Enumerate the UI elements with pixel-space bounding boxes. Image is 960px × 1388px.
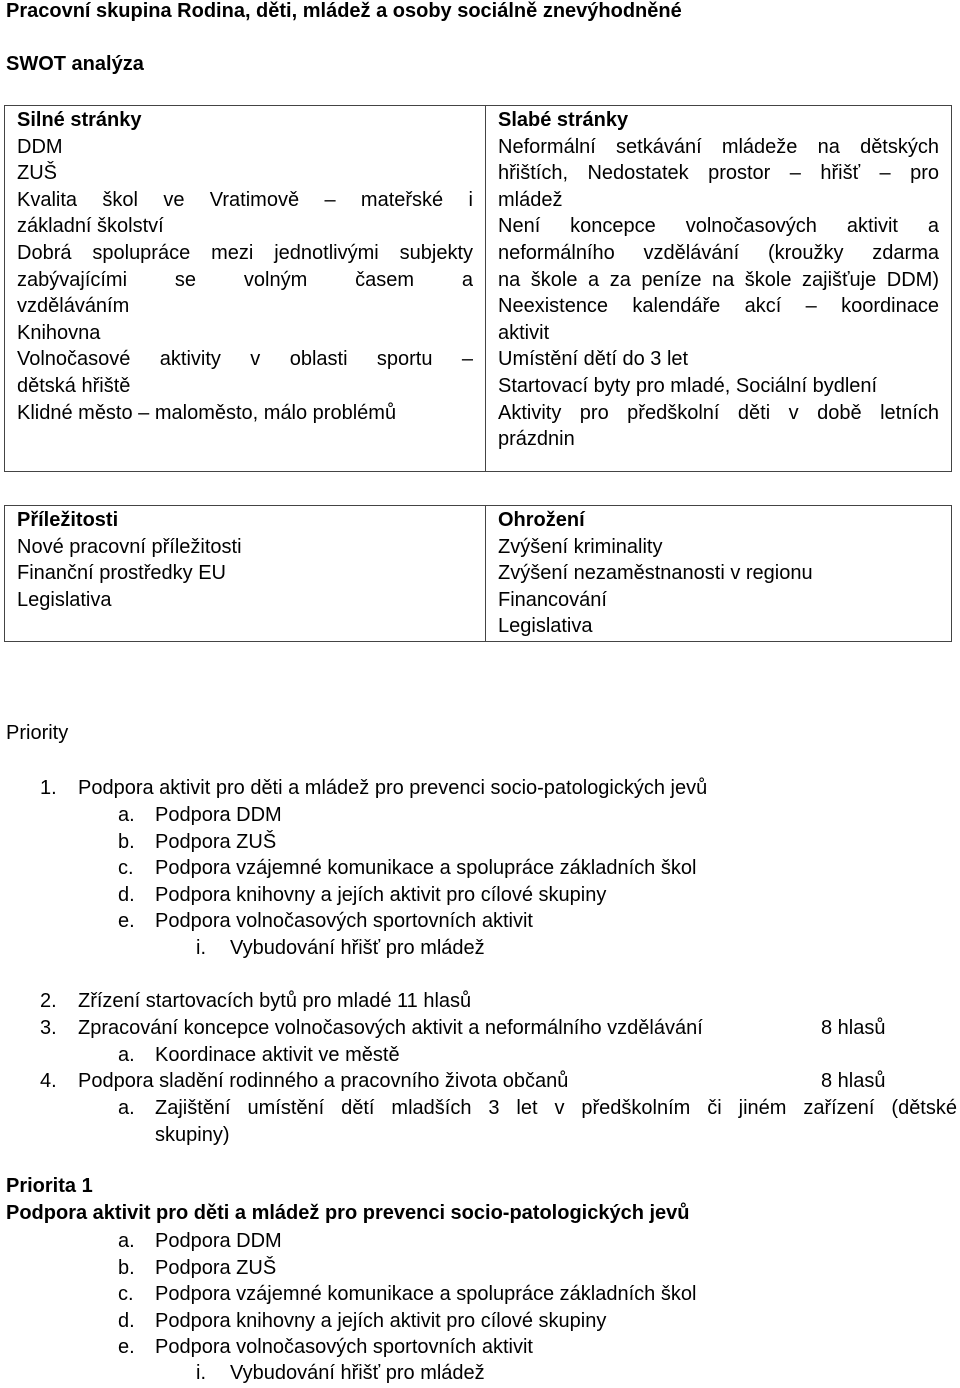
weaknesses-line: Neexistence kalendáře akcí – koordinace: [498, 295, 939, 318]
weaknesses-line: Umístění dětí do 3 let: [498, 348, 689, 371]
subsubitem-text: Vybudování hřišť pro mládež: [230, 1362, 485, 1384]
subitem-text: Podpora volnočasových sportovních aktivit: [155, 910, 533, 932]
priority-number: 1.: [40, 777, 57, 799]
strengths-line: dětská hřiště: [17, 374, 131, 397]
weaknesses-title: Slabé stránky: [498, 109, 629, 131]
subitem-text: Podpora knihovny a jejích aktivit pro cílové skupiny: [155, 1310, 607, 1332]
strengths-line: Dobrá spolupráce mezi jednotlivými subjekty: [17, 241, 473, 264]
subitem-text: Podpora DDM: [155, 804, 282, 826]
priority-text: Zřízení startovacích bytů pro mladé 11 hlasů: [78, 990, 472, 1012]
strengths-line: vzděláváním: [17, 295, 130, 318]
threats-line: Legislativa: [498, 615, 593, 638]
subitem-text: skupiny): [155, 1124, 230, 1146]
subitem-letter: c.: [118, 857, 134, 879]
threats-cell: [486, 506, 952, 642]
opportunities-line: Legislativa: [17, 588, 112, 611]
weaknesses-line: Startovací byty pro mladé, Sociální bydlení: [498, 374, 878, 397]
weaknesses-line: aktivit: [498, 321, 550, 344]
strengths-line: Knihovna: [17, 321, 101, 344]
threats-line: Zvýšení kriminality: [498, 535, 663, 558]
subsubitem-text: Vybudování hřišť pro mládež: [230, 937, 485, 959]
strengths-line: Volnočasové aktivity v oblasti sportu –: [17, 348, 473, 371]
weaknesses-line: neformálního vzdělávání (kroužky zdarma: [498, 241, 939, 264]
weaknesses-line: na škole a za peníze na škole zajišťuje DDM): [498, 268, 939, 291]
subitem-text: Podpora knihovny a jejích aktivit pro cílové skupiny: [155, 884, 607, 906]
strengths-line: zabývajícími se volným časem a: [17, 268, 473, 291]
subitem-letter: c.: [118, 1283, 134, 1305]
weaknesses-cell: [486, 106, 952, 472]
subitem-letter: d.: [118, 884, 135, 906]
priority-text: Podpora aktivit pro děti a mládež pro prevenci socio-patologických jevů: [78, 777, 708, 799]
opportunities-title: Příležitosti: [17, 509, 119, 531]
subitem-text: Zajištění umístění dětí mladších 3 let v předškolním či jiném zařízení (dětské: [155, 1097, 957, 1119]
priority-votes: 8 hlasů: [821, 1017, 886, 1039]
swot-table-top: [4, 105, 952, 472]
priority1-heading: Priorita 1: [6, 1175, 93, 1197]
priority-votes: 8 hlasů: [821, 1070, 886, 1092]
threats-line: Zvýšení nezaměstnanosti v regionu: [498, 562, 813, 585]
subitem-text: Podpora ZUŠ: [155, 831, 277, 853]
subitem-letter: b.: [118, 831, 135, 853]
subitem-text: Podpora vzájemné komunikace a spolupráce základních škol: [155, 1283, 697, 1305]
subitem-text: Podpora DDM: [155, 1230, 282, 1252]
strengths-line: Kvalita škol ve Vratimově – mateřské i: [17, 188, 473, 211]
strengths-title: Silné stránky: [17, 109, 142, 131]
weaknesses-line: prázdnin: [498, 428, 575, 451]
strengths-line: ZUŠ: [17, 162, 57, 185]
subsubitem-numeral: i.: [196, 937, 206, 959]
priority-number: 3.: [40, 1017, 57, 1039]
subitem-letter: e.: [118, 1336, 135, 1358]
strengths-line: DDM: [17, 135, 63, 158]
priority-number: 2.: [40, 990, 57, 1012]
threats-title: Ohrožení: [498, 509, 585, 531]
subitem-letter: a.: [118, 1044, 135, 1066]
subitem-text: Podpora vzájemné komunikace a spolupráce základních škol: [155, 857, 697, 879]
priority-text: Zpracování koncepce volnočasových aktivit a neformálního vzdělávání: [78, 1017, 703, 1039]
subsubitem-numeral: i.: [196, 1362, 206, 1384]
subitem-letter: a.: [118, 1230, 135, 1252]
subitem-letter: a.: [118, 1097, 135, 1119]
priority-text: Podpora sladění rodinného a pracovního života občanů: [78, 1070, 569, 1092]
weaknesses-line: Neformální setkávání mládeže na dětských: [498, 135, 939, 158]
priorities-heading: Priority: [6, 722, 69, 744]
strengths-line: základní školství: [17, 215, 164, 238]
subitem-letter: b.: [118, 1257, 135, 1279]
subitem-letter: e.: [118, 910, 135, 932]
opportunities-line: Finanční prostředky EU: [17, 562, 226, 585]
document-title: Pracovní skupina Rodina, děti, mládež a osoby sociálně znevýhodněné: [6, 0, 682, 22]
priority1-title: Podpora aktivit pro děti a mládež pro prevenci socio-patologických jevů: [6, 1202, 690, 1224]
weaknesses-line: mládež: [498, 188, 563, 211]
swot-heading: SWOT analýza: [6, 53, 144, 75]
strengths-cell: [5, 106, 486, 472]
swot-table-bottom: [4, 505, 952, 642]
priority-number: 4.: [40, 1070, 57, 1092]
weaknesses-line: Není koncepce volnočasových aktivit a: [498, 215, 939, 238]
strengths-line: Klidné město – maloměsto, málo problémů: [17, 401, 397, 424]
opportunities-cell: [5, 506, 486, 642]
subitem-text: Podpora ZUŠ: [155, 1257, 277, 1279]
opportunities-line: Nové pracovní příležitosti: [17, 535, 242, 558]
threats-line: Financování: [498, 588, 607, 611]
subitem-letter: d.: [118, 1310, 135, 1332]
subitem-text: Podpora volnočasových sportovních aktivit: [155, 1336, 533, 1358]
subitem-text: Koordinace aktivit ve městě: [155, 1044, 400, 1066]
weaknesses-line: Aktivity pro předškolní děti v době letních: [498, 401, 939, 424]
weaknesses-line: hřištích, Nedostatek prostor – hřišť – pro: [498, 162, 939, 185]
subitem-letter: a.: [118, 804, 135, 826]
